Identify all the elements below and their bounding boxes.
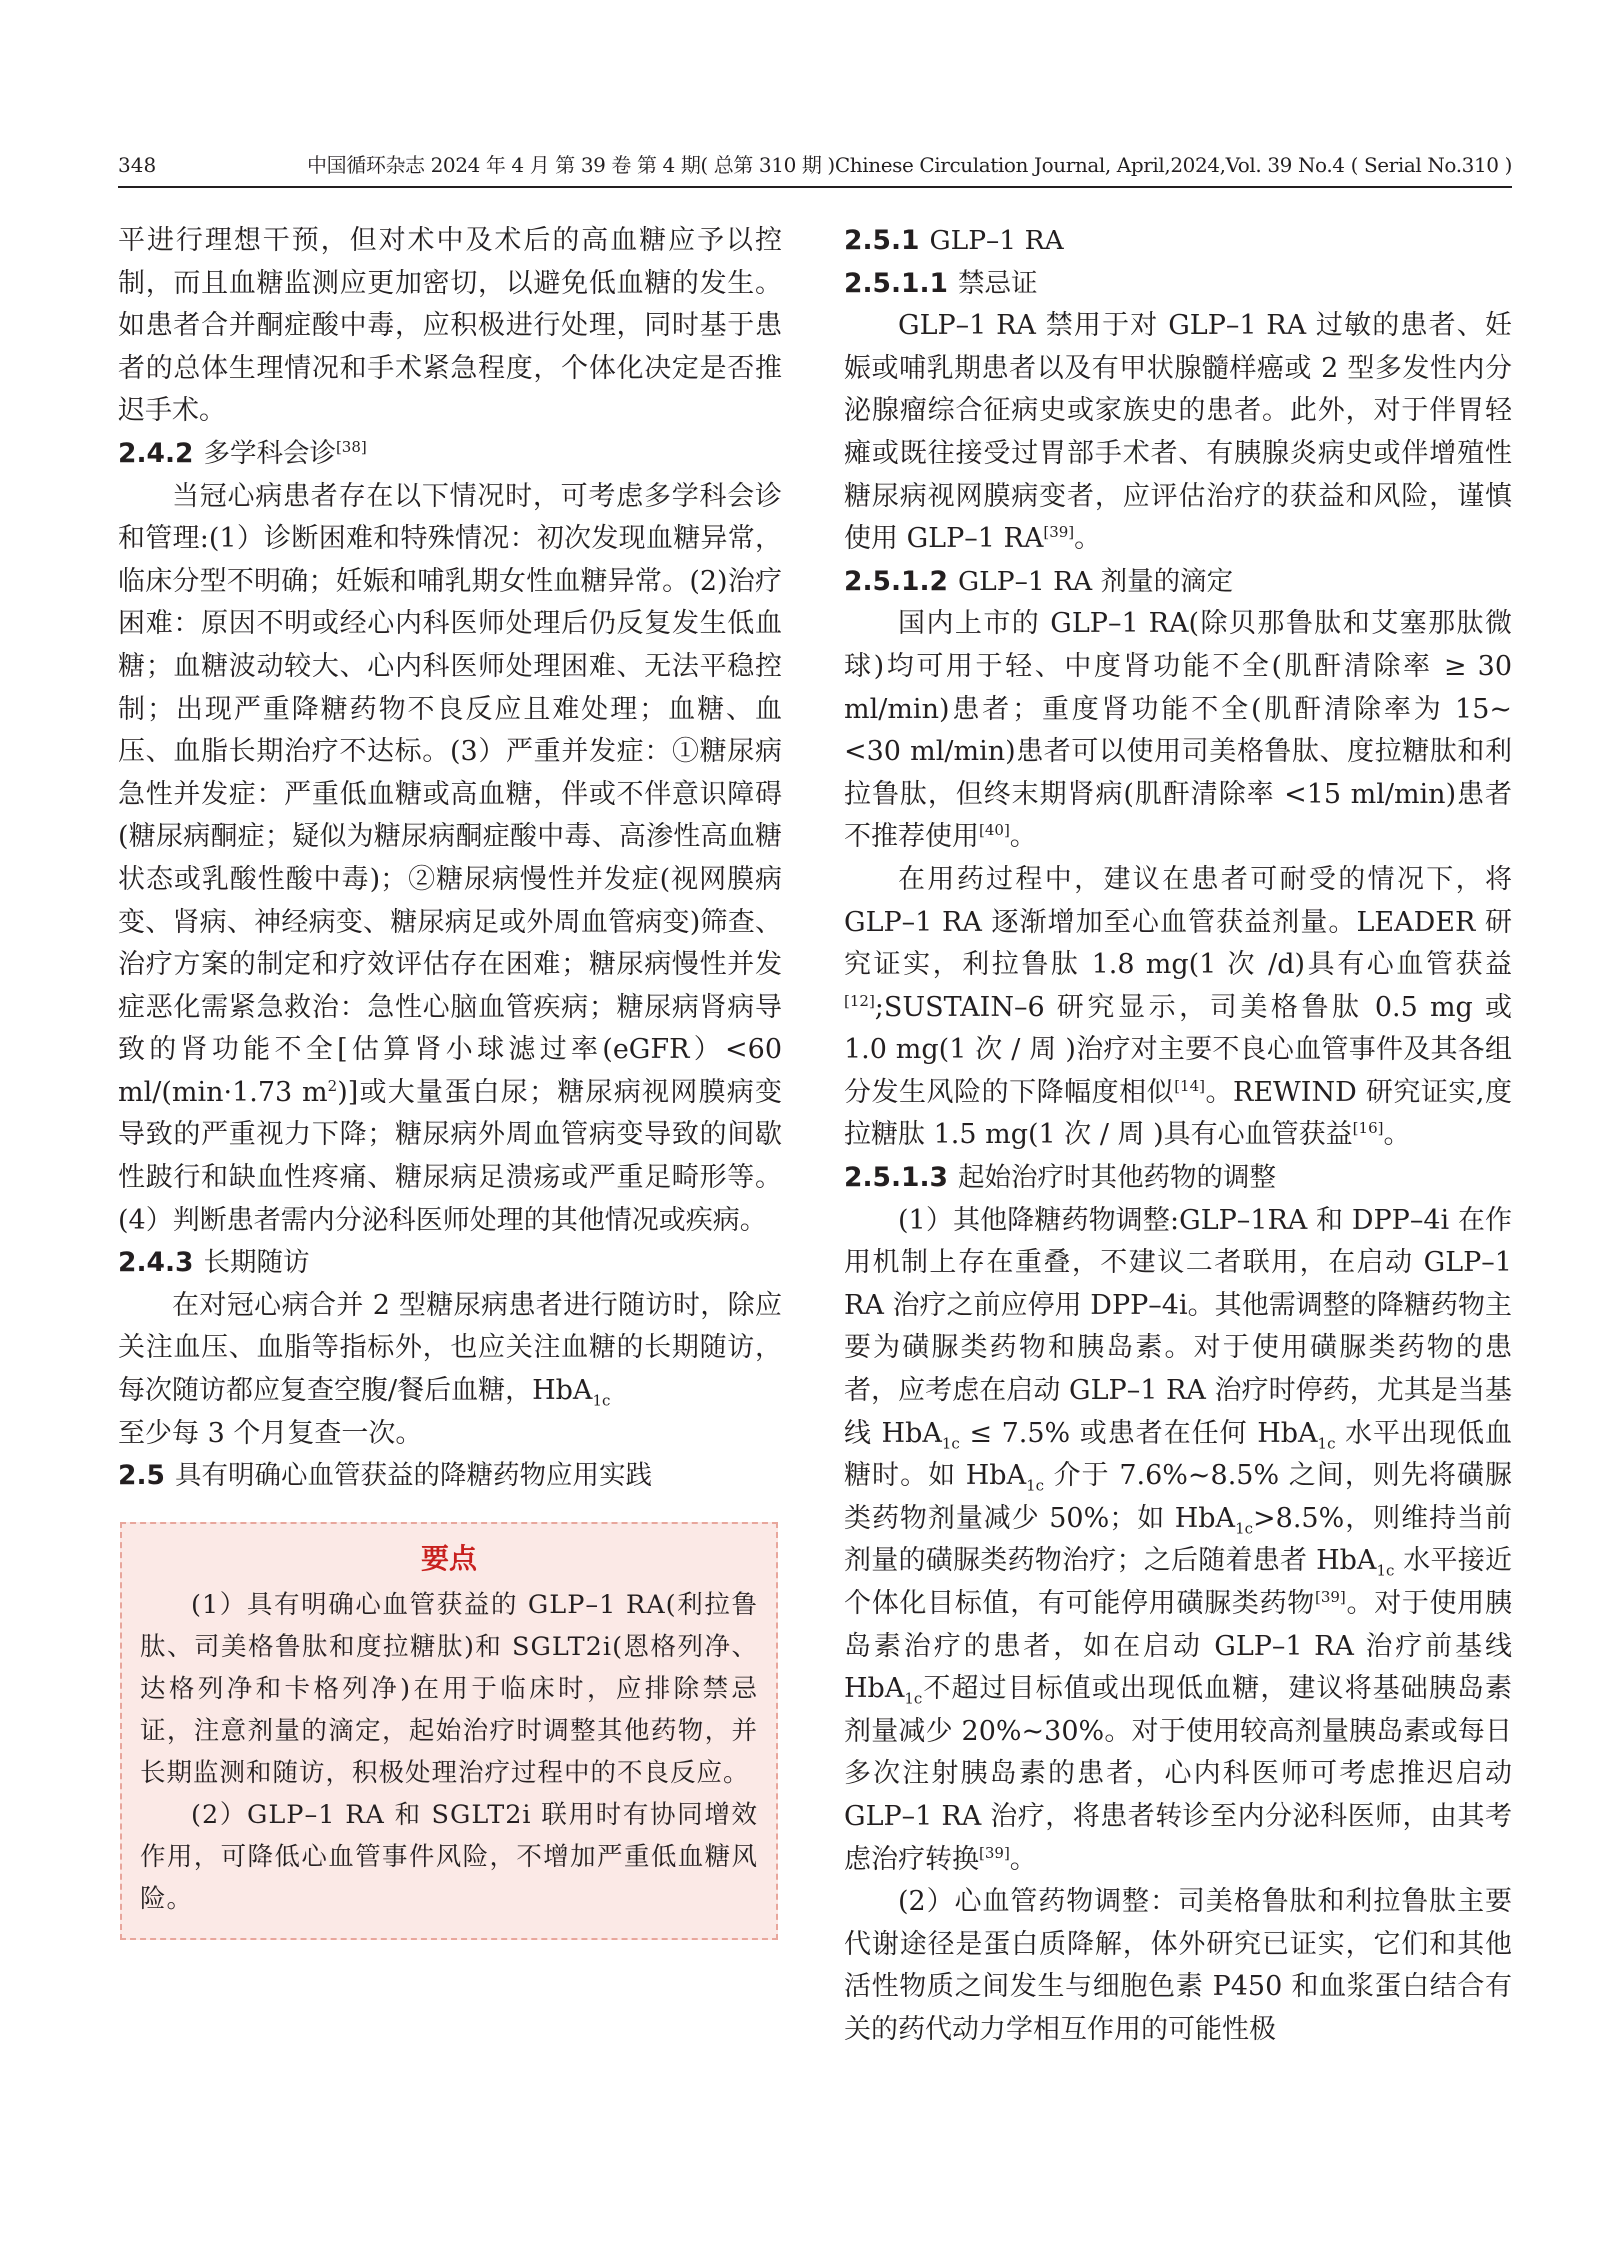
heading-2-5 [118,1455,782,1498]
journal-info: 中国循环杂志 2024 年 4 月 第 39 卷 第 4 期( 总第 310 期 )Chinese Circulation Journal, April,2024,Vol. 39 No.4 ( Serial No.310 ) [307,153,1512,177]
paragraph-multidisciplinary: 当冠心病患者存在以下情况时，可考虑多学科会诊和管理:(1）诊断困难和特殊情况：初次发现血糖异常，临床分型不明确；妊娠和哺乳期女性血糖异常。(2)治疗困难：原因不明或经心内科医师处理后仍反复发生低血糖；血糖波动较大、心内科医师处理困难、无法平稳控制；出现严重降糖药物不良反应且难处理；血糖、血压、血脂长期治疗不达标。(3）严重并发症：①糖尿病急性并发症：严重低血糖或高血糖，伴或不伴意识障碍(糖尿病酮症；疑似为糖尿病酮症酸中毒、高渗性高血糖状态或乳酸性酸中毒)；②糖尿病慢性并发症(视网膜病变、肾病、神经病变、糖尿病足或外周血管病变)筛查、治疗方案的制定和疗效评估存在困难；糖尿病慢性并发症恶化需紧急救治：急性心脑血管疾病；糖尿病肾病导致的肾功能不全[估算肾小球滤过率(eGFR）<60 ml/(min·1.73 $m^2$)]或大量蛋白尿；糖尿病视网膜病变导致的严重视力下降；糖尿病外周血管病变导致的间歇性跛行和缺血性疼痛、糖尿病足溃疡或严重足畸形等。(4）判断患者需内分泌科医师处理的其他情况或疾病。 [118,480,782,1236]
section-number: 2.5.1.2 [844,565,948,597]
section-number: 2.4.3 [118,1247,194,1279]
heading-2-4-3 [118,1242,782,1285]
citation: [38] [335,438,367,457]
paragraph-renal-dosing: 国内上市的 GLP–1 RA(除贝那鲁肽和艾塞那肽微球)均可用于轻、中度肾功能不全(肌酐清除率 ≥ 30 ml/min)患者；重度肾功能不全(肌酐清除率为 15~<30 ml/min)患者可以使用司美格鲁肽、度拉糖肽和利拉鲁肽，但终末期肾病(肌酐清除率 <15 ml/min)患者不推荐使用[40]。 [844,608,1512,853]
heading-2-4-2 [118,433,782,476]
citation: [39] [1314,1588,1346,1606]
section-number: 2.4.2 [118,437,194,469]
key-points-title: 要点 [420,1541,477,1575]
page-number: 348 [118,153,157,177]
section-title: GLP–1 RA 剂量的滴定 [957,565,1234,597]
paragraph-continued: 平进行理想干预，但对术中及术后的高血糖应予以控制，而且血糖监测应更加密切，以避免低血糖的发生。如患者合并酮症酸中毒，应积极进行处理，同时基于患者的总体生理情况和手术紧急程度，个体化决定是否推迟手术。 [118,225,782,427]
subscript: 1c [592,1391,611,1410]
right-column [844,220,1512,2052]
section-title: 多学科会诊 [203,437,336,469]
key-point-1: (1）具有明确心血管获益的 GLP–1 RA(利拉鲁肽、司美格鲁肽和度拉糖肽)和 SGLT2i(恩格列净、达格列净和卡格列净)在用于临床时，应排除禁忌证，注意剂量的滴定，起始治疗时调整其他药物，并长期监测和随访，积极处理治疗过程中的不良反应。 [140,1589,758,1788]
paragraph-titration: 在用药过程中，建议在患者可耐受的情况下，将 GLP–1 RA 逐渐增加至心血管获益剂量。LEADER 研究证实，利拉鲁肽 1.8 mg(1 次 /d)具有心血管获益[12];SUSTAIN–6 研究显示，司美格鲁肽 0.5 mg 或 1.0 mg(1 次 / 周 )治疗对主要不良心血管事件及其各组分发生风险的下降幅度相似[14]。REWIND 研究证实,度拉糖肽 1.5 mg(1 次 / 周 )具有心血管获益[16]。 [844,863,1512,1151]
page-header [118,150,1512,188]
section-number: 2.5.1.3 [844,1162,948,1194]
heading-2-5-1-1 [844,263,1512,306]
key-points-box [120,1522,778,1940]
citation: [39] [1043,523,1075,542]
heading-2-5-1 [844,220,1512,263]
section-number: 2.5.1.1 [844,267,948,299]
left-column [118,220,782,1940]
superscript: 2 [327,1076,338,1095]
section-title: 具有明确心血管获益的降糖药物应用实践 [174,1460,652,1492]
heading-2-5-1-2 [844,561,1512,604]
section-title: 长期随访 [203,1247,310,1279]
section-number: 2.5.1 [844,225,920,256]
section-number: 2.5 [118,1460,165,1492]
section-title: 禁忌证 [957,267,1038,299]
section-title: 起始治疗时其他药物的调整 [957,1162,1276,1194]
paragraph-glucose-drugs-adjustment: (1）其他降糖药物调整:GLP–1RA 和 DPP–4i 在作用机制上存在重叠，不建议二者联用，在启动 GLP–1 RA 治疗之前应停用 DPP–4i。其他需调整的降糖药物主要为磺脲类药物和胰岛素。对于使用磺脲类药物的患者，应考虑在启动 GLP–1 RA 治疗时停药，尤其是当基线 HbA$_{1c}$ ≤ 7.5% 或患者在任何 HbA$_{1c}$ 水平出现低血糖时。如 HbA$_{1c}$ 介于 7.6%~8.5% 之间，则先将磺脲类药物剂量减少 50%；如 HbA$_{1c}$>8.5%，则维持当前剂量的磺脲类药物治疗；之后随着患者 HbA$_{1c}$ 水平接近个体化目标值，有可能停用磺脲类药物[39]。对于使用胰岛素治疗的患者，如在启动 GLP–1 RA 治疗前基线 HbA$_{1c}$不超过目标值或出现低血糖，建议将基础胰岛素剂量减少 20%~30%。对于使用较高剂量胰岛素或每日多次注射胰岛素的患者，心内科医师可考虑推迟启动 GLP–1 RA 治疗，将患者转诊至内分泌科医师，由其考虑治疗转换[39]。 [844,1204,1513,1875]
citation: [16] [1352,1119,1384,1138]
key-point-2: (2）GLP–1 RA 和 SGLT2i 联用时有协同增效作用，可降低心血管事件风险，不增加严重低血糖风险。 [140,1799,758,1914]
paragraph-contraindications: GLP–1 RA 禁用于对 GLP–1 RA 过敏的患者、妊娠或哺乳期患者以及有甲状腺髓样癌或 2 型多发性内分泌腺瘤综合征病史或家族史的患者。此外，对于伴胃轻瘫或既往接受过胃部手术者、有胰腺炎病史或伴增殖性糖尿病视网膜病变者，应评估治疗的获益和风险，谨慎使用 GLP–1 RA[39]。 [844,310,1512,555]
heading-2-5-1-3 [844,1157,1512,1200]
citation: [40] [979,821,1010,840]
paragraph-cv-drugs-adjustment: (2）心血管药物调整：司美格鲁肽和利拉鲁肽主要代谢途径是蛋白质降解，体外研究已证实，它们和其他活性物质之间发生与细胞色素 P450 和血浆蛋白结合有关的药代动力学相互作用的可能性极 [844,1886,1512,2045]
section-title: GLP–1 RA [929,225,1064,256]
citation: [14] [1174,1076,1205,1095]
citation: [39] [979,1843,1010,1862]
citation: [12] [844,991,875,1010]
paragraph-followup: 在对冠心病合并 2 型糖尿病患者进行随访时，除应关注血压、血脂等指标外，也应关注血糖的长期随访，每次随访都应复查空腹/餐后血糖，HbA$_{1c}$ 至少每 3 个月复查一次。 [118,1289,782,1449]
